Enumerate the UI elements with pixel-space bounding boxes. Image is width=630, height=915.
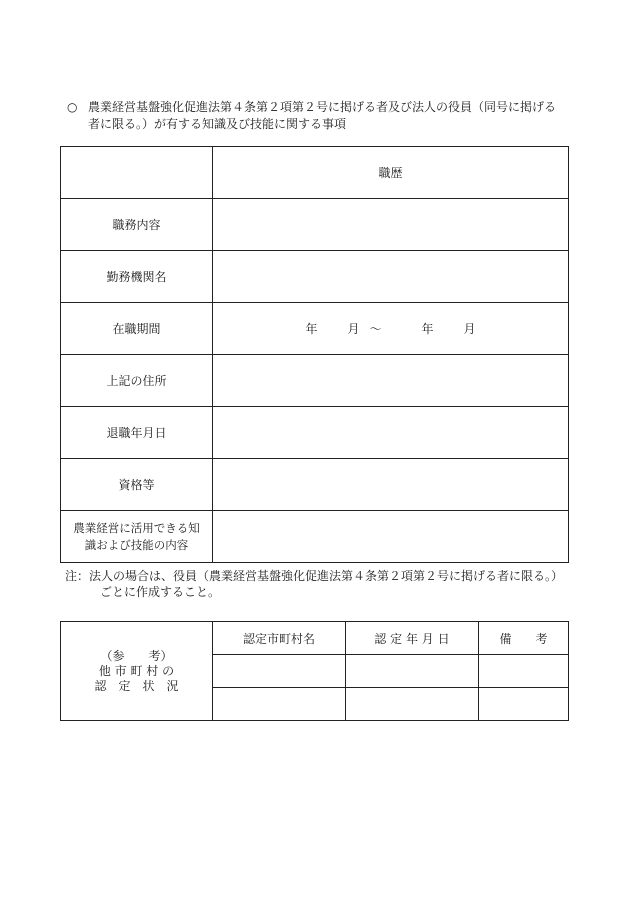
retirement-date-label: 退職年月日 [61,407,213,459]
period-tilde: ～ [369,322,382,336]
note-line-2: ごとに作成すること。 [100,585,221,599]
career-row [61,303,569,355]
career-row [61,459,569,511]
heading-line-2: 者に限る。）が有する知識及び技能に関する事項 [88,117,347,131]
career-header: 職歴 [213,147,569,199]
address-label: 上記の住所 [61,355,213,407]
reference-heading-line-2: 他 市 町 村 の [98,663,175,678]
column-header-certification-date: 認 定 年 月 日 [346,622,479,655]
reference-heading [61,622,213,721]
career-row [61,511,569,563]
reference-table [60,621,569,721]
note-line-1: 注：法人の場合は、役員（農業経営基盤強化促進法第４条第２項第２号に掲げる者に限る。） [65,569,564,583]
remarks-cell[interactable] [479,688,569,721]
period-year-start: 年 [305,322,318,336]
career-row [61,251,569,303]
job-description-label: 職務内容 [61,199,213,251]
column-header-remarks: 備 考 [479,622,569,655]
career-header-row [61,147,569,199]
knowledge-skills-field[interactable] [213,511,569,563]
reference-heading-line-3: 認 定 状 況 [94,678,179,693]
certification-date-cell[interactable] [346,688,479,721]
qualifications-field[interactable] [213,459,569,511]
period-year-end: 年 [421,322,434,336]
address-field[interactable] [213,355,569,407]
employment-period-field[interactable] [213,303,569,355]
knowledge-skills-label-line-2: 識および技能の内容 [84,537,189,552]
job-description-field[interactable] [213,199,569,251]
employer-name-field[interactable] [213,251,569,303]
remarks-cell[interactable] [479,655,569,688]
reference-heading-line-1: （参 考） [100,648,173,663]
knowledge-skills-label [61,511,213,563]
heading-line-1: 農業経営基盤強化促進法第４条第２項第２号に掲げる者及び法人の役員（同号に掲げる [88,100,557,114]
retirement-date-field[interactable] [213,407,569,459]
career-header-blank [61,147,213,199]
municipality-cell[interactable] [213,688,346,721]
reference-header-row [61,622,569,655]
municipality-cell[interactable] [213,655,346,688]
employer-name-label: 勤務機関名 [61,251,213,303]
career-row [61,355,569,407]
career-row [61,199,569,251]
career-row [61,407,569,459]
career-table [60,146,569,563]
employment-period-label: 在職期間 [61,303,213,355]
knowledge-skills-label-line-1: 農業経営に活用できる知 [73,520,200,535]
column-header-municipality: 認定市町村名 [213,622,346,655]
circle-bullet-icon: ○ [67,100,78,114]
qualifications-label: 資格等 [61,459,213,511]
note [65,568,585,600]
certification-date-cell[interactable] [346,655,479,688]
period-month-start: 月 [347,322,360,336]
period-month-end: 月 [463,322,476,336]
